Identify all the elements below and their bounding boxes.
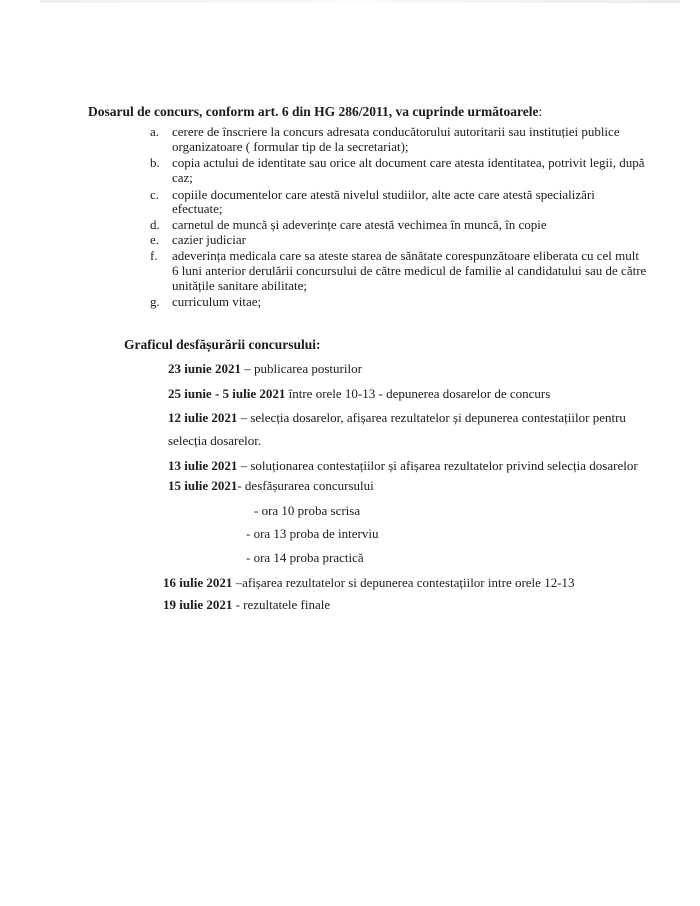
dosar-heading <box>88 104 542 120</box>
item-f-marker: f. <box>150 248 158 263</box>
item-a-marker: a. <box>150 124 160 139</box>
grafic-subentry <box>246 526 378 542</box>
entry-text: - desfășurarea concursului <box>237 478 374 493</box>
item-g-line-1: curriculum vitae; <box>172 294 262 309</box>
entry-date: 23 iunie 2021 <box>168 361 241 376</box>
grafic-entry <box>168 410 626 426</box>
grafic-entry <box>168 386 550 402</box>
entry-date: 15 iulie 2021 <box>168 478 238 493</box>
item-c-line-1: copiile documentelor care atestă nivelul studiilor, alte acte care atestă specializări <box>172 187 595 202</box>
scan-edge-marks <box>40 0 680 3</box>
item-b-line-1: copia actului de identitate sau orice alt document care atesta identitatea, potrivit legii, după <box>172 155 645 170</box>
item-d-line-1: carnetul de muncă și adeverințe care atestă vechimea în muncă, în copie <box>172 217 547 232</box>
item-a-line-1: cerere de înscriere la concurs adresata conducătorului autoritarii sau instituției publice <box>172 124 620 139</box>
entry-text: – selecția dosarelor, afișarea rezultatelor și depunerea contestațiilor pentru <box>237 410 626 425</box>
entry-text: – publicarea posturilor <box>240 361 362 376</box>
grafic-heading: Graficul desfășurării concursului: <box>124 337 321 352</box>
item-b-line-2: caz; <box>172 170 193 185</box>
item-f-line-2: 6 luni anterior derulării concursului de către medicul de familie al candidatului sau de către <box>172 263 647 278</box>
entry-date: 13 iulie 2021 <box>168 458 238 473</box>
entry-text: - ora 13 proba de interviu <box>246 526 379 541</box>
item-e-line-1: cazier judiciar <box>172 232 246 247</box>
grafic-subentry <box>254 503 360 519</box>
grafic-entry-continuation <box>168 433 261 449</box>
entry-date: 12 iulie 2021 <box>168 410 238 425</box>
entry-date: 19 iulie 2021 <box>163 597 233 612</box>
grafic-entry <box>168 478 374 494</box>
item-b-marker: b. <box>150 155 160 170</box>
grafic-entry <box>168 458 638 474</box>
dosar-heading-colon: : <box>538 104 543 119</box>
item-d-marker: d. <box>150 217 160 232</box>
grafic-entry <box>168 361 362 377</box>
dosar-heading-bold: Dosarul de concurs, conform art. 6 din HG 286/2011, va cuprinde următoarele <box>88 104 539 119</box>
item-f-line-1: adeverința medicala care sa ateste starea de sănătate corespunzătoare eliberata cu cel mult <box>172 248 640 263</box>
entry-text: selecția dosarelor. <box>168 433 262 448</box>
entry-text: – soluționarea contestațiilor și afișarea rezultatelor privind selecția dosarelor <box>237 458 638 473</box>
item-c-line-2: efectuate; <box>172 201 223 216</box>
entry-date: 25 iunie - 5 iulie 2021 <box>168 386 286 401</box>
item-a-line-2: organizatoare ( formular tip de la secretariat); <box>172 139 409 154</box>
entry-date: 16 iulie 2021 <box>163 575 233 590</box>
grafic-entry <box>163 597 330 613</box>
grafic-subentry <box>246 550 364 566</box>
entry-text: între orele 10-13 - depunerea dosarelor de concurs <box>285 386 551 401</box>
item-f-line-3: unitățile sanitare abilitate; <box>172 278 308 293</box>
entry-text: - ora 14 proba practică <box>246 550 364 565</box>
entry-text: - rezultatele finale <box>232 597 331 612</box>
entry-text: - ora 10 proba scrisa <box>254 503 361 518</box>
entry-text: –afișarea rezultatelor si depunerea contestațiilor intre orele 12-13 <box>232 575 575 590</box>
item-c-marker: c. <box>150 187 160 202</box>
grafic-entry <box>163 575 575 591</box>
item-e-marker: e. <box>150 232 160 247</box>
item-g-marker: g. <box>150 294 160 309</box>
